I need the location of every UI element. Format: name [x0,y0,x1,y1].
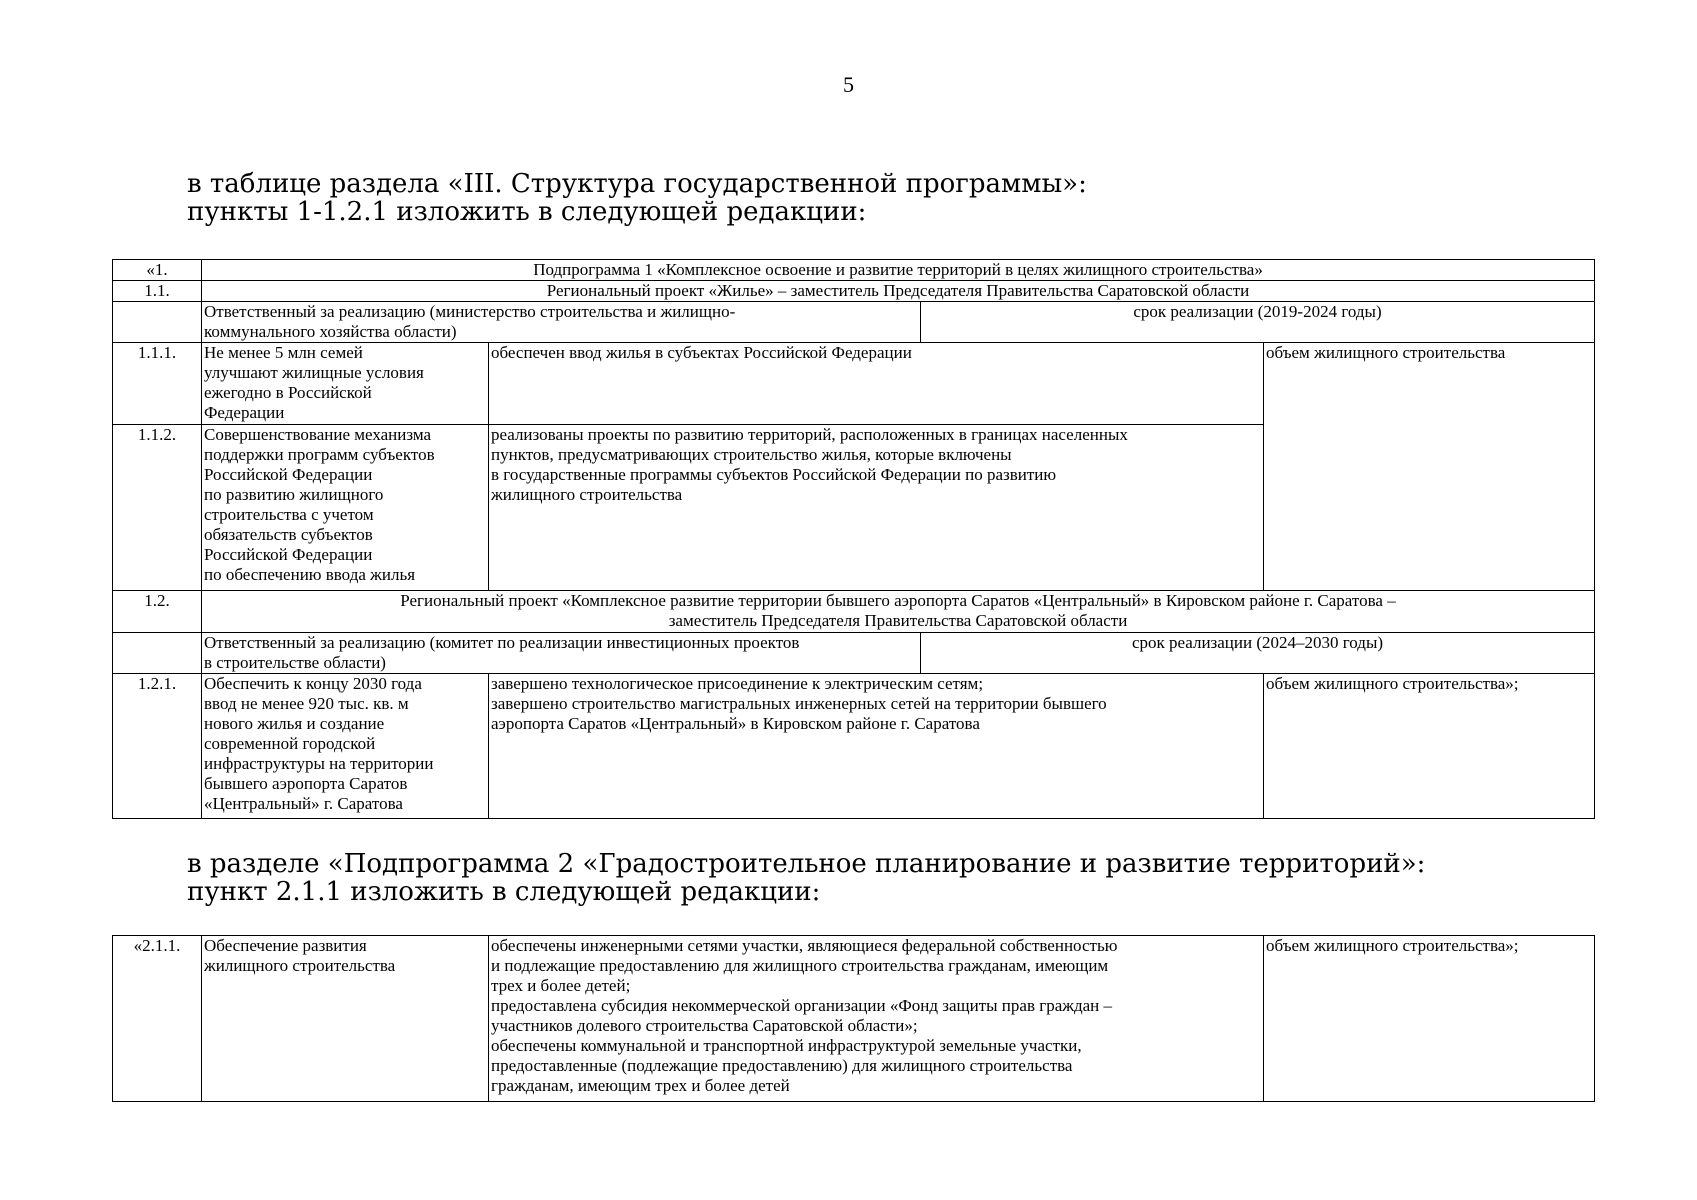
table-row [113,936,1595,1102]
term-cell: срок реализации (2019-2024 годы) [921,302,1595,343]
responsible-cell: Ответственный за реализацию (комитет по реализации инвестиционных проектов в строительстве области) [202,633,921,674]
intro-2-line-2: пункт 2.1.1 изложить в следующей редакции: [187,877,821,907]
indicator-cell: объем жилищного строительства»; [1264,936,1595,1102]
row-number: «1. [113,260,202,281]
task-cell: Обеспечение развития жилищного строительства [202,936,489,1102]
row-number: 1.1.1. [113,343,202,425]
indicator-cell: объем жилищного строительства [1264,343,1595,591]
intro-2-line-1: в разделе «Подпрограмма 2 «Градостроительное планирование и развитие территорий»: [187,849,1426,879]
table-row [113,302,1595,343]
subprogram-2-table [112,935,1595,1102]
term-cell: срок реализации (2024–2030 годы) [921,633,1595,674]
structure-table [112,259,1595,819]
result-cell: обеспечены инженерными сетями участки, являющиеся федеральной собственностью и подлежащие предоставлению для жилищного строительства гражданам, имеющим трех и более детей; предоставлена субсидия некоммерческой организации «Фонд защиты прав граждан – участников долевого строительства Саратовской области»; обеспечены коммунальной и транспортной инфраструктурой земельные участки, предоставленные (подлежащие предоставлению) для жилищного строительства гражданам, имеющим трех и более детей [489,936,1264,1102]
subprogram-title: Подпрограмма 1 «Комплексное освоение и развитие территорий в целях жилищного строительства» [202,260,1595,281]
project-title: Региональный проект «Жилье» – заместитель Председателя Правительства Саратовской области [202,281,1595,302]
intro-paragraph-1 [187,170,1087,226]
row-number: 1.1. [113,281,202,302]
table-row [113,591,1595,633]
task-cell: Совершенствование механизма поддержки программ субъектов Российской Федерации по развитию жилищного строительства с учетом обязательств субъектов Российской Федерации по обеспечению ввода жилья [202,425,489,591]
table-row [113,633,1595,674]
project-title: Региональный проект «Комплексное развитие территории бывшего аэропорта Саратов «Центральный» в Кировском районе г. Саратова – заместитель Председателя Правительства Саратовской области [202,591,1595,633]
row-number: 1.2.1. [113,674,202,819]
intro-1-line-2: пункты 1-1.2.1 изложить в следующей редакции: [187,197,867,227]
row-number: 1.1.2. [113,425,202,591]
empty-cell [113,302,202,343]
result-cell: завершено технологическое присоединение к электрическим сетям; завершено строительство магистральных инженерных сетей на территории бывшего аэропорта Саратов «Центральный» в Кировском районе г. Саратова [489,674,1264,819]
table-row [113,260,1595,281]
page-number: 5 [843,72,854,97]
table-row [113,674,1595,819]
indicator-cell: объем жилищного строительства»; [1264,674,1595,819]
result-cell: реализованы проекты по развитию территорий, расположенных в границах населенных пунктов, предусматривающих строительство жилья, которые включены в государственные программы субъектов Российской Федерации по развитию жилищного строительства [489,425,1264,591]
result-cell: обеспечен ввод жилья в субъектах Российской Федерации [489,343,1264,425]
task-cell: Обеспечить к концу 2030 года ввод не менее 920 тыс. кв. м нового жилья и создание современной городской инфраструктуры на территории бывшего аэропорта Саратов «Центральный» г. Саратова [202,674,489,819]
responsible-cell: Ответственный за реализацию (министерство строительства и жилищно- коммунального хозяйства области) [202,302,921,343]
row-number: 1.2. [113,591,202,633]
intro-paragraph-2 [187,850,1425,906]
table-row [113,281,1595,302]
row-number: «2.1.1. [113,936,202,1102]
table-row [113,343,1595,425]
intro-1-line-1: в таблице раздела «III. Структура государственной программы»: [187,169,1087,199]
empty-cell [113,633,202,674]
task-cell: Не менее 5 млн семей улучшают жилищные условия ежегодно в Российской Федерации [202,343,489,425]
